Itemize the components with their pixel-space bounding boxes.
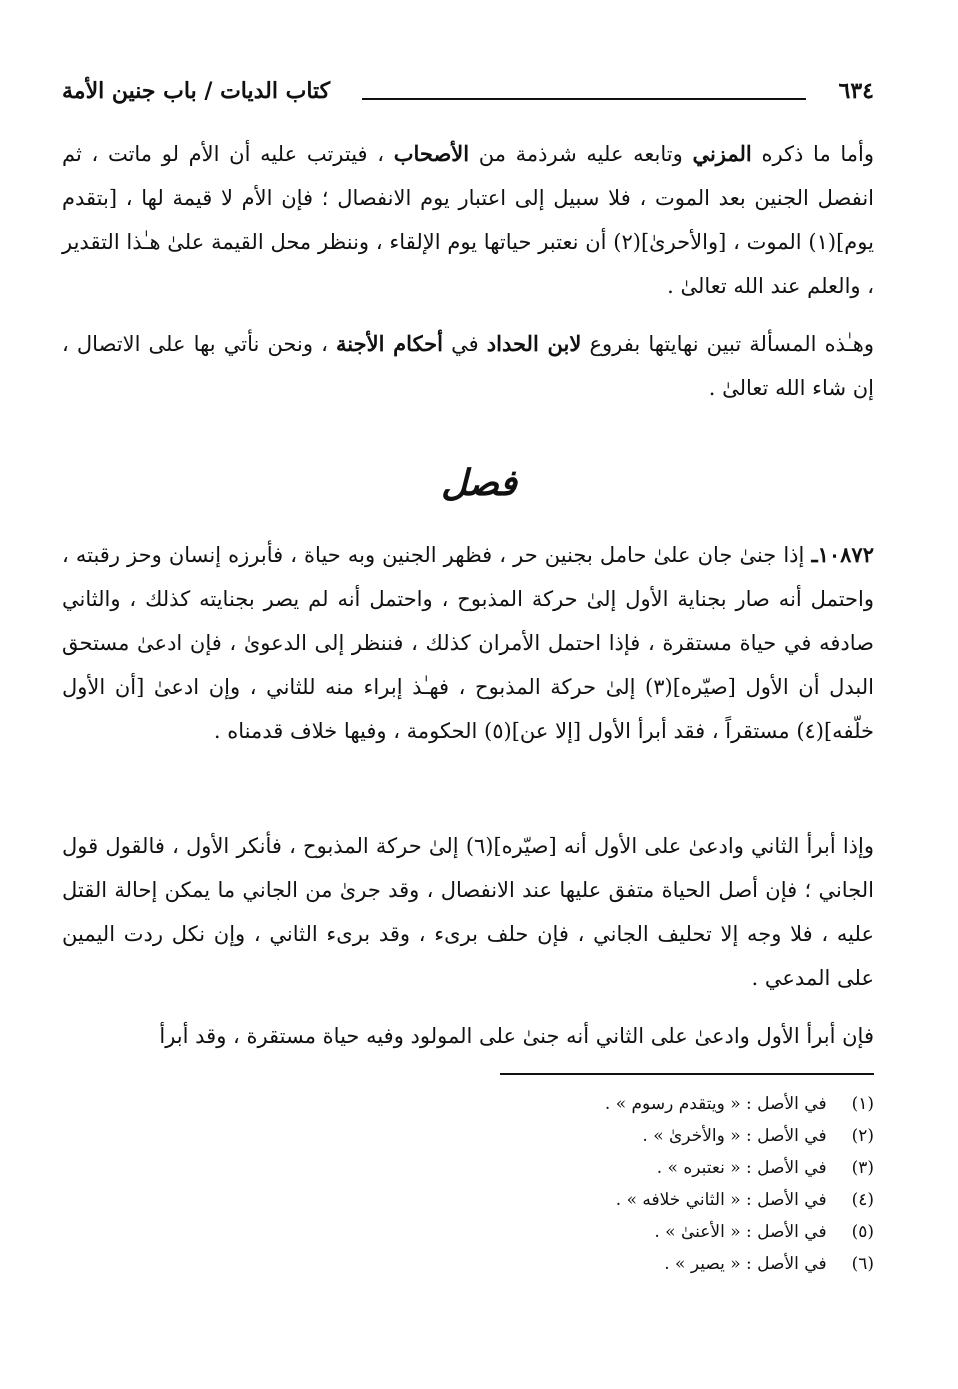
section-ornament [419, 452, 539, 516]
text-run: وتابعه عليه شرذمة من [469, 142, 693, 166]
footnote-text: في الأصل : « الأعنىٰ » . [654, 1222, 827, 1242]
text-run: فإن أبرأ الأول وادعىٰ على الثاني أنه جنىٰ على المولود وفيه حياة مستقرة ، وقد أبرأ [159, 1024, 874, 1048]
text-run: في [442, 332, 487, 356]
text-run: ، فيترتب عليه أن الأم لو ماتت ، ثم انفصل الجنين بعد الموت ، فلا سبيل إلى اعتبار يوم الانفصال ؛ فإن الأم لا قيمة لها ، [بتقدم يوم](١) الموت ، [والأحرىٰ](٢) أن نعتبر حياتها يوم الإلقاء ، وننظر محل القيمة علىٰ هـٰذا التقدير ، والعلم عند الله تعالىٰ . [62, 142, 874, 298]
running-title: كتاب الديات / باب جنين الأمة [62, 78, 331, 104]
footnotes [480, 1088, 874, 1280]
footnote [480, 1184, 874, 1216]
paragraph-2 [62, 322, 874, 410]
footnote [480, 1248, 874, 1280]
footnote [480, 1088, 874, 1120]
footnote-text: في الأصل : « نعتبره » . [656, 1158, 827, 1178]
footnote-number: (٢) [851, 1126, 874, 1146]
emphasis-text: الأصحاب [393, 141, 470, 166]
emphasis-text: ١٠٨٧٢ـ [811, 542, 874, 567]
footnote-number: (٤) [851, 1190, 874, 1210]
header-rule [362, 98, 806, 100]
text-run: وأما ما ذكره [751, 142, 874, 166]
page-number: ٦٣٤ [838, 78, 874, 104]
text-run: إذا جنىٰ جان علىٰ حامل بجنين حر ، فظهر الجنين وبه حياة ، فأبرزه إنسان وحز رقبته ، واحتمل أنه صار بجناية الأول إلىٰ حركة المذبوح ، واحتمل أنه لم يصر بجنايته كذلك ، والثاني صادفه في حياة مستقرة ، فإذا احتمل الأمران كذلك ، فننظر إلى الدعوىٰ ، فإن ادعىٰ مستحق البدل أن الأول [صيّره](٣) إلىٰ حركة المذبوح ، فهـٰذ إبراء منه للثاني ، وإن ادعىٰ [أن الأول خلّفه](٤) مستقراً ، فقد أبرأ الأول [إلا عن](٥) الحكومة ، وفيها خلاف قدمناه . [62, 543, 874, 743]
text-run: وهـٰذه المسألة تبين نهايتها بفروع [581, 332, 874, 356]
footnote-number: (١) [851, 1094, 874, 1114]
paragraph-3 [62, 533, 874, 753]
footnote-text: في الأصل : « الثاني خلافه » . [615, 1190, 827, 1210]
emphasis-text: لابن الحداد [486, 331, 582, 356]
footnote-number: (٦) [851, 1254, 874, 1274]
paragraph-4 [62, 824, 874, 1000]
footnote-text: في الأصل : « والأخرىٰ » . [642, 1126, 827, 1146]
emphasis-text: المزني [692, 141, 752, 166]
footnote-number: (٥) [851, 1222, 874, 1242]
footnote [480, 1216, 874, 1248]
footnote-rule [500, 1073, 874, 1075]
text-run: ، ونحن نأتي بها على الاتصال ، إن شاء الله تعالىٰ . [62, 332, 874, 400]
section-heading: فصل [441, 462, 517, 504]
paragraph-1 [62, 132, 874, 308]
footnote [480, 1152, 874, 1184]
page-header [62, 70, 874, 120]
emphasis-text: أحكام الأجنة [336, 331, 443, 356]
text-run: وإذا أبرأ الثاني وادعىٰ على الأول أنه [صيّره](٦) إلىٰ حركة المذبوح ، فأنكر الأول ، فالقول قول الجاني ؛ فإن أصل الحياة متفق عليها عند الانفصال ، وقد جرىٰ من الجاني ما يمكن إحالة القتل عليه ، فلا وجه إلا تحليف الجاني ، فإن حلف برىء ، وقد برىء الثاني ، وإن نكل ردت اليمين على المدعي . [62, 834, 875, 990]
paragraph-5 [62, 1014, 874, 1058]
footnote-number: (٣) [851, 1158, 874, 1178]
footnote [480, 1120, 874, 1152]
footnote-text: في الأصل : « يصير » . [664, 1254, 827, 1274]
footnote-text: في الأصل : « ويتقدم رسوم » . [604, 1094, 827, 1114]
